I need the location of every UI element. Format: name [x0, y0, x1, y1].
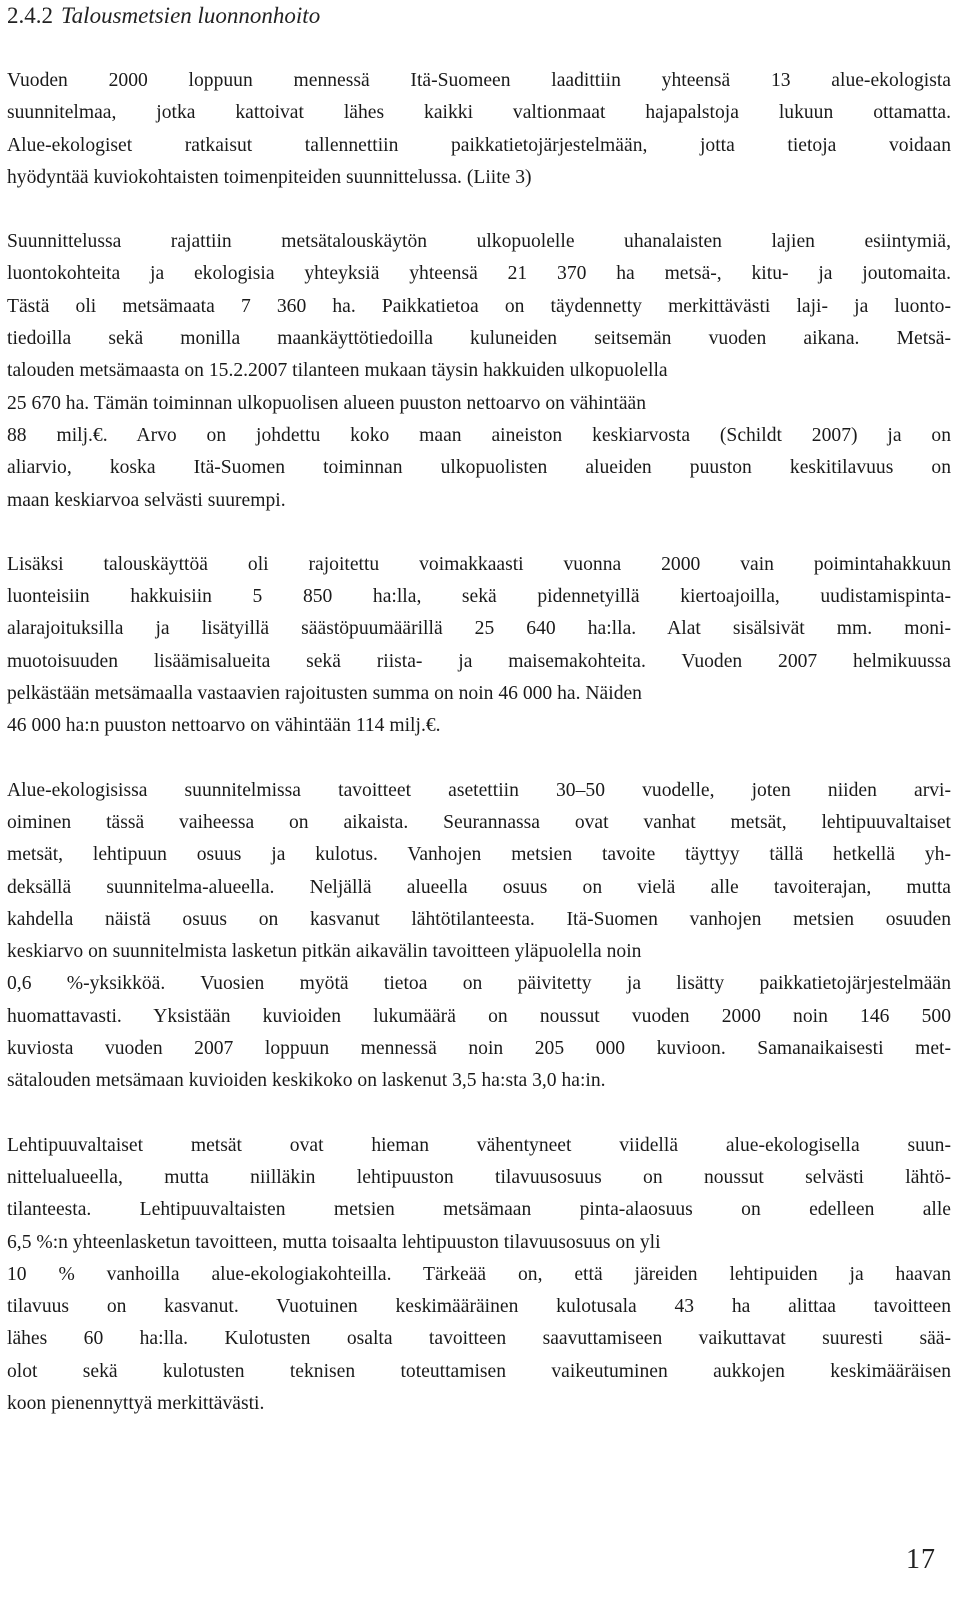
- paragraph-5: [7, 1130, 951, 1421]
- paragraph-3: [7, 549, 951, 743]
- section-number: 2.4.2: [7, 3, 53, 28]
- text-line: lähes 60 ha:lla. Kulotusten osalta tavoitteen saavuttamiseen vaikuttavat suuresti sää-: [7, 1328, 951, 1350]
- text-line: Suunnittelussa rajattiin metsätalouskäytön ulkopuolelle uhanalaisten lajien esiintymiä,: [7, 231, 951, 253]
- text-line: luonteisiin hakkuisiin 5 850 ha:lla, sekä pidennetyillä kiertoajoilla, uudistamispinta-: [7, 586, 951, 608]
- text-line: 0,6 %-yksikköä. Vuosien myötä tietoa on päivitetty ja lisätty paikkatietojärjestelmään: [7, 973, 951, 995]
- text-line: kuviosta vuoden 2007 loppuun mennessä noin 205 000 kuvioon. Samanaikaisesti met-: [7, 1038, 951, 1060]
- text-line: oiminen tässä vaiheessa on aikaista. Seurannassa ovat vanhat metsät, lehtipuuvaltaiset: [7, 811, 951, 833]
- paragraph-4: [7, 775, 951, 1098]
- text-line: huomattavasti. Yksistään kuvioiden lukumäärä on noussut vuoden 2000 noin 146 500: [7, 1005, 951, 1027]
- text-line: luontokohteita ja ekologisia yhteyksiä yhteensä 21 370 ha metsä-, kitu- ja joutomaita.: [7, 263, 951, 285]
- text-line: sätalouden metsämaan kuvioiden keskikoko on laskenut 3,5 ha:sta 3,0 ha:in.: [7, 1070, 606, 1092]
- text-line: koon pienennyttyä merkittävästi.: [7, 1392, 265, 1414]
- text-line: metsät, lehtipuun osuus ja kulotus. Vanhojen metsien tavoite täyttyy tällä hetkellä yh-: [7, 844, 951, 866]
- paragraph-2: [7, 226, 951, 517]
- text-line: 6,5 %:n yhteenlasketun tavoitteen, mutta toisaalta lehtipuuston tilavuusosuus on yli: [7, 1231, 661, 1253]
- text-line: tiedoilla sekä monilla maankäyttötiedoilla kuluneiden seitsemän vuoden aikana. Metsä-: [7, 328, 951, 350]
- section-title: Talousmetsien luonnonhoito: [61, 3, 321, 28]
- paragraph-1: [7, 65, 951, 194]
- text-line: olot sekä kulotusten teknisen toteuttamisen vaikeutuminen aukkojen keskimääräisen: [7, 1360, 951, 1382]
- text-line: Lisäksi talouskäyttöä oli rajoitettu voimakkaasti vuonna 2000 vain poimintahakkuun: [7, 553, 951, 575]
- text-line: tilavuus on kasvanut. Vuotuinen keskimääräinen kulotusala 43 ha alittaa tavoitteen: [7, 1296, 951, 1318]
- text-line: talouden metsämaasta on 15.2.2007 tilanteen mukaan täysin hakkuiden ulkopuolella: [7, 360, 668, 382]
- text-line: nittelualueella, mutta niilläkin lehtipuuston tilavuusosuus on noussut selvästi lähtö-: [7, 1166, 951, 1188]
- text-line: suunnitelmaa, jotka kattoivat lähes kaikki valtionmaat hajapalstoja lukuun ottamatta.: [7, 102, 951, 124]
- text-line: aliarvio, koska Itä-Suomen toiminnan ulkopuolisten alueiden puuston keskitilavuus on: [7, 457, 951, 479]
- text-line: 88 milj.€. Arvo on johdettu koko maan aineiston keskiarvosta (Schildt 2007) ja on: [7, 424, 951, 446]
- text-line: 10 % vanhoilla alue-ekologiakohteilla. Tärkeää on, että järeiden lehtipuiden ja haavan: [7, 1263, 951, 1285]
- text-line: keskiarvo on suunnitelmista lasketun pitkän aikavälin tavoitteen yläpuolella noin: [7, 941, 642, 963]
- text-line: Lehtipuuvaltaiset metsät ovat hieman vähentyneet viidellä alue-ekologisella suun-: [7, 1134, 951, 1156]
- document-page: [7, 0, 951, 1420]
- text-line: 46 000 ha:n puuston nettoarvo on vähintään 114 milj.€.: [7, 715, 441, 737]
- text-line: tilanteesta. Lehtipuuvaltaisten metsien metsämaan pinta-alaosuus on edelleen alle: [7, 1199, 951, 1221]
- text-line: deksällä suunnitelma-alueella. Neljällä alueella osuus on vielä alle tavoiterajan, mutta: [7, 876, 951, 898]
- text-line: alarajoituksilla ja lisätyillä säästöpuumäärillä 25 640 ha:lla. Alat sisälsivät mm. moni-: [7, 618, 951, 640]
- text-line: Alue-ekologisissa suunnitelmissa tavoitteet asetettiin 30–50 vuodelle, joten niiden arvi-: [7, 779, 951, 801]
- page-number: 17: [906, 1544, 936, 1575]
- text-line: Tästä oli metsämaata 7 360 ha. Paikkatietoa on täydennetty merkittävästi laji- ja luonto-: [7, 295, 951, 317]
- text-line: Vuoden 2000 loppuun mennessä Itä-Suomeen laadittiin yhteensä 13 alue-ekologista: [7, 70, 951, 91]
- text-line: kahdella näistä osuus on kasvanut lähtötilanteesta. Itä-Suomen vanhojen metsien osuuden: [7, 908, 951, 930]
- text-line: maan keskiarvoa selvästi suurempi.: [7, 489, 286, 511]
- section-heading: [7, 0, 951, 32]
- text-line: hyödyntää kuviokohtaisten toimenpiteiden suunnittelussa. (Liite 3): [7, 166, 532, 188]
- text-line: pelkästään metsämaalla vastaavien rajoitusten summa on noin 46 000 ha. Näiden: [7, 683, 642, 705]
- text-line: 25 670 ha. Tämän toiminnan ulkopuolisen alueen puuston nettoarvo on vähintään: [7, 392, 647, 414]
- text-line: muotoisuuden lisäämisalueita sekä riista- ja maisemakohteita. Vuoden 2007 helmikuussa: [7, 650, 951, 672]
- text-line: Alue-ekologiset ratkaisut tallennettiin paikkatietojärjestelmään, jotta tietoja voidaan: [7, 134, 951, 156]
